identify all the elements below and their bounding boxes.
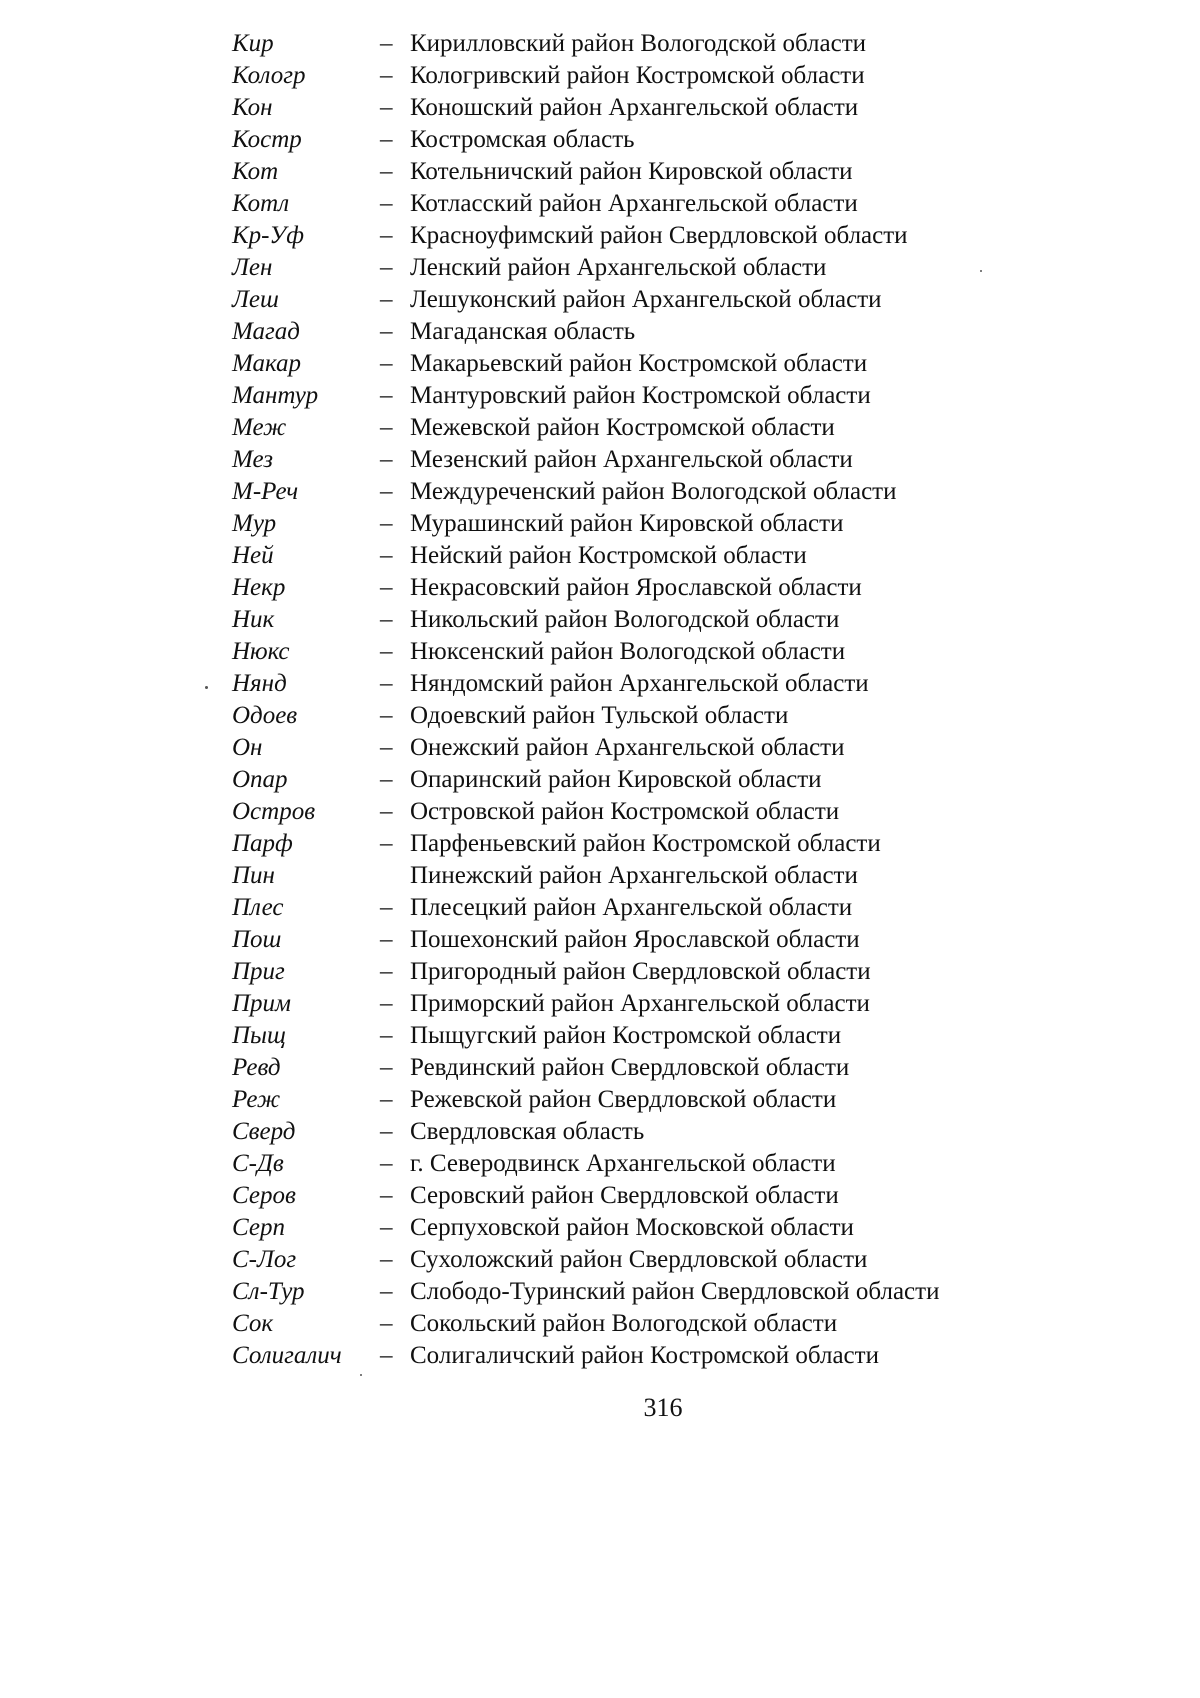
- entry-dash: –: [380, 1278, 393, 1305]
- abbreviation-definition: Мантуровский район Костромской области: [410, 382, 871, 409]
- abbreviation-definition: Мурашинский район Кировской области: [410, 510, 844, 537]
- abbreviation-row: [232, 636, 1012, 668]
- entry-dash: –: [380, 702, 393, 729]
- entry-dash: –: [380, 670, 393, 697]
- abbreviation-definition: Пошехонский район Ярославской области: [410, 926, 860, 953]
- abbreviation-definition: Опаринский район Кировской области: [410, 766, 822, 793]
- abbreviation-definition: Котласский район Архангельской области: [410, 190, 858, 217]
- abbreviation-term: Серов: [232, 1182, 296, 1209]
- abbreviation-definition: Няндомский район Архангельской области: [410, 670, 869, 697]
- abbreviation-row: [232, 860, 1012, 892]
- abbreviation-term: С-Дв: [232, 1150, 284, 1177]
- abbreviation-term: Солигалич: [232, 1342, 342, 1369]
- entry-dash: –: [380, 766, 393, 793]
- abbreviation-row: [232, 252, 1012, 284]
- abbreviation-term: Кон: [232, 94, 273, 121]
- abbreviation-term: Мез: [232, 446, 273, 473]
- abbreviation-term: Нюкс: [232, 638, 290, 665]
- abbreviation-term: Он: [232, 734, 263, 761]
- abbreviation-row: [232, 1212, 1012, 1244]
- abbreviation-definition: Некрасовский район Ярославской области: [410, 574, 862, 601]
- abbreviation-row: [232, 380, 1012, 412]
- entry-dash: –: [380, 126, 393, 153]
- abbreviation-row: [232, 60, 1012, 92]
- entry-dash: –: [380, 542, 393, 569]
- abbreviation-definition: Ленский район Архангельской области: [410, 254, 827, 281]
- abbreviation-row: [232, 604, 1012, 636]
- abbreviation-definition: Пыщугский район Костромской области: [410, 1022, 842, 1049]
- abbreviation-term: Сверд: [232, 1118, 296, 1145]
- entry-dash: –: [380, 894, 393, 921]
- entry-dash: –: [380, 158, 393, 185]
- entry-dash: –: [380, 1182, 393, 1209]
- abbreviation-definition: г. Северодвинск Архангельской области: [410, 1150, 836, 1177]
- abbreviation-row: [232, 732, 1012, 764]
- abbreviation-definition: Плесецкий район Архангельской области: [410, 894, 853, 921]
- abbreviation-row: [232, 412, 1012, 444]
- abbreviation-row: [232, 1180, 1012, 1212]
- entry-dash: –: [380, 1054, 393, 1081]
- abbreviation-definition: Котельничский район Кировской области: [410, 158, 853, 185]
- abbreviation-row: [232, 1020, 1012, 1052]
- entry-dash: –: [380, 1342, 393, 1369]
- abbreviation-definition: Серовский район Свердловской области: [410, 1182, 839, 1209]
- abbreviation-term: Котл: [232, 190, 290, 217]
- abbreviation-row: [232, 668, 1012, 700]
- entry-dash: –: [380, 574, 393, 601]
- abbreviation-list: [232, 28, 1012, 1372]
- abbreviation-term: Одоев: [232, 702, 298, 729]
- entry-dash: –: [380, 1118, 393, 1145]
- entry-dash: –: [380, 254, 393, 281]
- abbreviation-term: Магад: [232, 318, 300, 345]
- abbreviation-row: [232, 1308, 1012, 1340]
- entry-dash: –: [380, 30, 393, 57]
- abbreviation-row: [232, 284, 1012, 316]
- abbreviation-term: Ней: [232, 542, 274, 569]
- abbreviation-term: Кир: [232, 30, 274, 57]
- abbreviation-definition: Пинежский район Архангельской области: [410, 862, 858, 889]
- entry-dash: –: [380, 1246, 393, 1273]
- entry-dash: –: [380, 478, 393, 505]
- entry-dash: –: [380, 190, 393, 217]
- abbreviation-term: Макар: [232, 350, 302, 377]
- entry-dash: –: [380, 1310, 393, 1337]
- entry-dash: –: [380, 734, 393, 761]
- abbreviation-row: [232, 508, 1012, 540]
- abbreviation-row: [232, 1116, 1012, 1148]
- abbreviation-row: [232, 892, 1012, 924]
- abbreviation-definition: Сухоложский район Свердловской области: [410, 1246, 868, 1273]
- abbreviation-term: Опар: [232, 766, 288, 793]
- abbreviation-row: [232, 1276, 1012, 1308]
- abbreviation-term: Сок: [232, 1310, 274, 1337]
- abbreviation-row: [232, 348, 1012, 380]
- abbreviation-row: [232, 572, 1012, 604]
- abbreviation-term: Лен: [232, 254, 273, 281]
- abbreviation-term: Мур: [232, 510, 277, 537]
- abbreviation-term: Пош: [232, 926, 282, 953]
- abbreviation-definition: Мезенский район Архангельской области: [410, 446, 853, 473]
- abbreviation-row: [232, 1148, 1012, 1180]
- scan-speck: [205, 686, 208, 689]
- abbreviation-term: Серп: [232, 1214, 285, 1241]
- abbreviation-definition: Пригородный район Свердловской области: [410, 958, 871, 985]
- abbreviation-term: С-Лог: [232, 1246, 297, 1273]
- abbreviation-term: Меж: [232, 414, 287, 441]
- entry-dash: –: [380, 638, 393, 665]
- abbreviation-row: [232, 828, 1012, 860]
- abbreviation-term: Кологр: [232, 62, 306, 89]
- entry-dash: –: [380, 1214, 393, 1241]
- abbreviation-term: Нянд: [232, 670, 287, 697]
- abbreviation-term: Остров: [232, 798, 316, 825]
- abbreviation-term: Костр: [232, 126, 302, 153]
- abbreviation-definition: Коношский район Архангельской области: [410, 94, 859, 121]
- abbreviation-definition: Ревдинский район Свердловской области: [410, 1054, 850, 1081]
- abbreviation-row: [232, 956, 1012, 988]
- abbreviation-definition: Солигаличский район Костромской области: [410, 1342, 879, 1369]
- abbreviation-term: Мантур: [232, 382, 319, 409]
- entry-dash: –: [380, 926, 393, 953]
- abbreviation-definition: Лешуконский район Архангельской области: [410, 286, 882, 313]
- entry-dash: –: [380, 510, 393, 537]
- abbreviation-term: Пин: [232, 862, 275, 889]
- entry-dash: –: [380, 414, 393, 441]
- entry-dash: –: [380, 286, 393, 313]
- entry-dash: –: [380, 1022, 393, 1049]
- abbreviation-term: Парф: [232, 830, 293, 857]
- abbreviation-row: [232, 924, 1012, 956]
- abbreviation-term: Плес: [232, 894, 284, 921]
- entry-dash: –: [380, 990, 393, 1017]
- abbreviation-term: Сл-Тур: [232, 1278, 305, 1305]
- abbreviation-term: Леш: [232, 286, 279, 313]
- abbreviation-row: [232, 444, 1012, 476]
- abbreviation-term: Кр-Уф: [232, 222, 304, 249]
- abbreviation-definition: Никольский район Вологодской области: [410, 606, 840, 633]
- abbreviation-definition: Макарьевский район Костромской области: [410, 350, 868, 377]
- scan-speck: [980, 270, 982, 272]
- abbreviation-row: [232, 28, 1012, 60]
- abbreviation-definition: Онежский район Архангельской области: [410, 734, 845, 761]
- abbreviation-definition: Межевской район Костромской области: [410, 414, 835, 441]
- abbreviation-definition: Серпуховской район Московской области: [410, 1214, 854, 1241]
- abbreviation-row: [232, 220, 1012, 252]
- abbreviation-term: Ник: [232, 606, 275, 633]
- abbreviation-row: [232, 796, 1012, 828]
- abbreviation-definition: Сокольский район Вологодской области: [410, 1310, 838, 1337]
- entry-dash: –: [380, 958, 393, 985]
- entry-dash: –: [380, 350, 393, 377]
- abbreviation-term: М-Реч: [232, 478, 299, 505]
- abbreviation-definition: Нейский район Костромской области: [410, 542, 807, 569]
- abbreviation-term: Некр: [232, 574, 286, 601]
- abbreviation-definition: Приморский район Архангельской области: [410, 990, 870, 1017]
- abbreviation-row: [232, 92, 1012, 124]
- abbreviation-definition: Костромская область: [410, 126, 635, 153]
- abbreviation-term: Приг: [232, 958, 285, 985]
- abbreviation-definition: Нюксенский район Вологодской области: [410, 638, 846, 665]
- entry-dash: –: [380, 318, 393, 345]
- scan-speck: [360, 1374, 362, 1376]
- abbreviation-row: [232, 1052, 1012, 1084]
- abbreviation-row: [232, 316, 1012, 348]
- abbreviation-definition: Слободо-Туринский район Свердловской области: [410, 1278, 940, 1305]
- entry-dash: –: [380, 798, 393, 825]
- entry-dash: –: [380, 62, 393, 89]
- abbreviation-definition: Парфеньевский район Костромской области: [410, 830, 881, 857]
- abbreviation-row: [232, 124, 1012, 156]
- abbreviation-definition: Островской район Костромской области: [410, 798, 840, 825]
- abbreviation-term: Реж: [232, 1086, 281, 1113]
- abbreviation-row: [232, 764, 1012, 796]
- abbreviation-row: [232, 1244, 1012, 1276]
- entry-dash: –: [380, 382, 393, 409]
- abbreviation-row: [232, 700, 1012, 732]
- abbreviation-definition: Одоевский район Тульской области: [410, 702, 789, 729]
- abbreviation-definition: Режевской район Свердловской области: [410, 1086, 837, 1113]
- abbreviation-row: [232, 188, 1012, 220]
- abbreviation-term: Прим: [232, 990, 292, 1017]
- abbreviation-row: [232, 988, 1012, 1020]
- abbreviation-definition: Междуреченский район Вологодской области: [410, 478, 897, 505]
- abbreviation-row: [232, 540, 1012, 572]
- abbreviation-row: [232, 476, 1012, 508]
- abbreviation-row: [232, 1084, 1012, 1116]
- abbreviation-definition: Кирилловский район Вологодской области: [410, 30, 867, 57]
- abbreviation-row: [232, 1340, 1012, 1372]
- entry-dash: –: [380, 606, 393, 633]
- abbreviation-definition: Кологривский район Костромской области: [410, 62, 865, 89]
- entry-dash: –: [380, 1150, 393, 1177]
- entry-dash: –: [380, 830, 393, 857]
- abbreviation-definition: Магаданская область: [410, 318, 636, 345]
- abbreviation-term: Ревд: [232, 1054, 281, 1081]
- entry-dash: –: [380, 1086, 393, 1113]
- abbreviation-definition: Свердловская область: [410, 1118, 645, 1145]
- abbreviation-term: Пыщ: [232, 1022, 286, 1049]
- entry-dash: –: [380, 446, 393, 473]
- abbreviation-term: Кот: [232, 158, 279, 185]
- entry-dash: –: [380, 222, 393, 249]
- entry-dash: –: [380, 94, 393, 121]
- abbreviation-definition: Красноуфимский район Свердловской области: [410, 222, 908, 249]
- abbreviation-row: [232, 156, 1012, 188]
- page-number: 316: [643, 1393, 683, 1422]
